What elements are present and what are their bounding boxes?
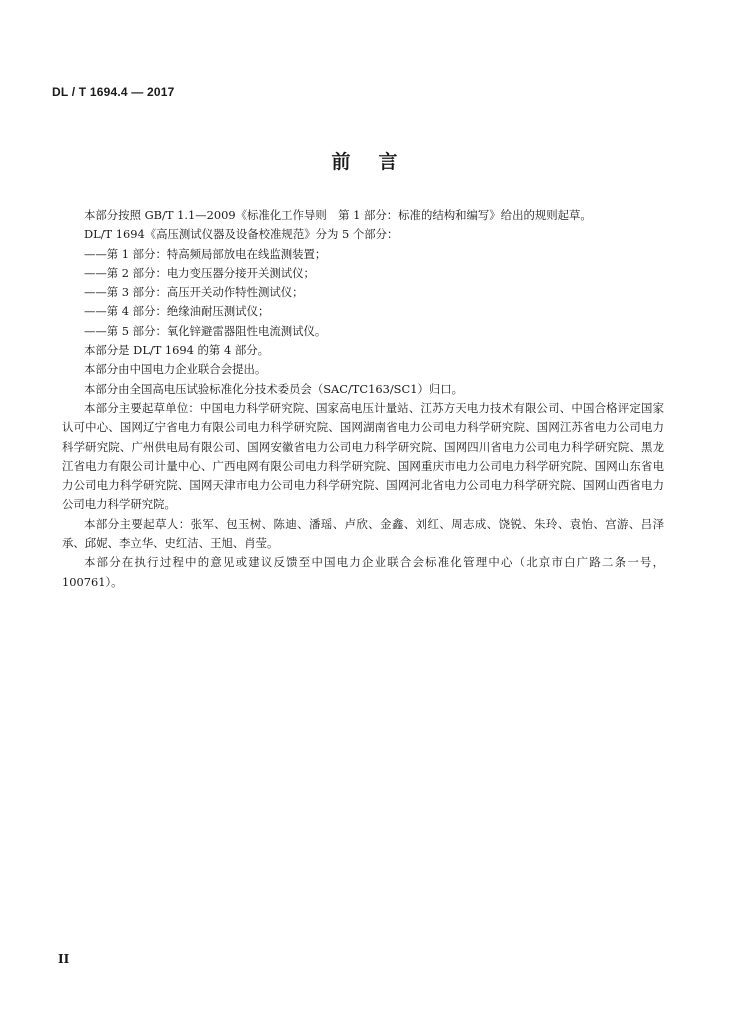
list-item-part-4: ——第 4 部分：绝缘油耐压测试仪； [84,304,270,319]
list-item-part-1: ——第 1 部分：特高频局部放电在线监测装置； [84,246,327,261]
foreword-body [62,206,664,592]
paragraph-part-number: 本部分是 DL/T 1694 的第 4 部分。 [84,343,269,358]
paragraph-drafting-organizations: 本部分主要起草单位：中国电力科学研究院、国家高电压计量站、江苏方天电力技术有限公司、中国合格评定国家认可中心、国网辽宁省电力有限公司电力科学研究院、国网湖南省电力公司电力科学研究院、国网江苏省电力公司电力科学研究院、广州供电局有限公司、国网安徽省电力公司电力科学研究院、国网四川省电力公司电力科学研究院、黑龙江省电力有限公司计量中心、广西电网有限公司电力科学研究院、国网重庆市电力公司电力科学研究院、国网山东省电力公司电力科学研究院、国网天津市电力公司电力科学研究院、国网河北省电力公司电力科学研究院、国网山西省电力公司电力科学研究院。 [62,400,664,512]
list-item-part-2: ——第 2 部分：电力变压器分接开关测试仪； [84,265,315,280]
paragraph-drafters: 本部分主要起草人：张军、包玉树、陈迪、潘瑶、卢欣、金鑫、刘红、周志成、饶锐、朱玲、袁怡、宫游、吕泽承、邱妮、李立华、史红洁、王旭、肖莹。 [62,516,664,551]
list-item-part-5: ——第 5 部分：氧化锌避雷器阻性电流测试仪。 [84,323,327,338]
paragraph-drafting-rules: 本部分按照 GB/T 1.1—2009《标准化工作导则 第 1 部分：标准的结构和编写》给出的规则起草。 [84,208,592,222]
paragraph-parts-intro: DL/T 1694《高压测试仪器及设备校准规范》分为 5 个部分： [84,227,399,242]
list-item-part-3: ——第 3 部分：高压开关动作特性测试仪； [84,285,304,300]
paragraph-feedback-contact: 本部分在执行过程中的意见或建议反馈至中国电力企业联合会标准化管理中心（北京市白广路二条一号，100761）。 [62,555,664,589]
document-code: DL / T 1694.4 — 2017 [52,85,175,99]
page-number: II [58,952,70,966]
paragraph-proposed-by: 本部分由中国电力企业联合会提出。 [84,362,267,377]
paragraph-administered-by: 本部分由全国高电压试验标准化分技术委员会（SAC/TC163/SC1）归口。 [84,381,464,396]
page-title: 前言 [331,151,426,173]
